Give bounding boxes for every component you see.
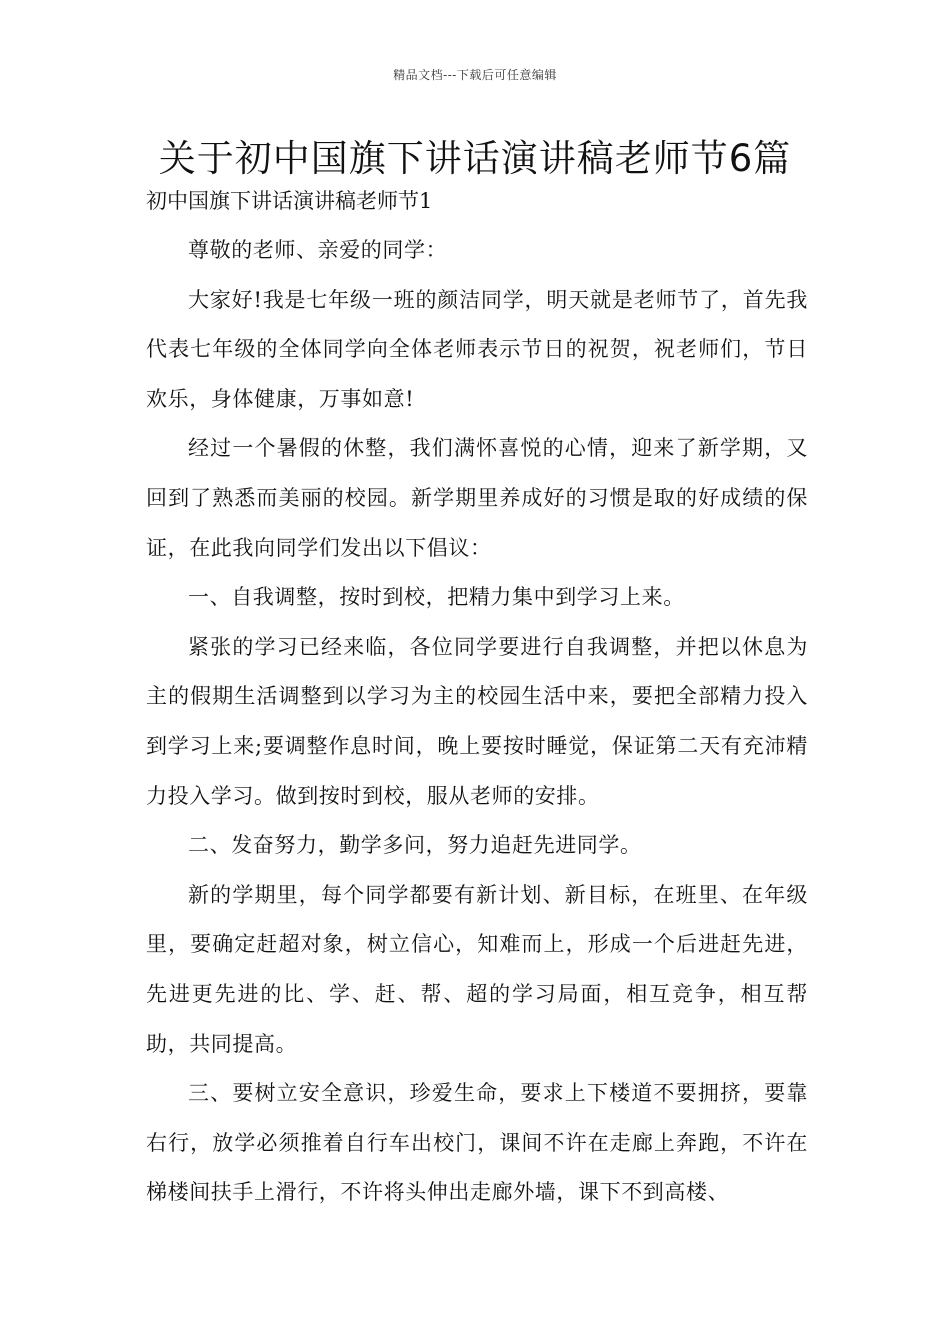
paragraph-point-one: 一、自我调整，按时到校，把精力集中到学习上来。 (188, 585, 685, 610)
paragraph-point-one-detail: 紧张的学习已经来临，各位同学要进行自我调整，并把以休息为主的假期生活调整到以学习为主的校园生活中来，要把全部精力投入到学习上来;要调整作息时间，晚上要按时睡觉，保证第二天有充沛精力投入学习。做到按时到校，服从老师的安排。 (146, 634, 808, 808)
header-note: 精品文档---下载后可任意编辑 (393, 68, 557, 82)
paragraph-greeting: 尊敬的老师、亲爱的同学： (188, 238, 448, 262)
document-title: 关于初中国旗下讲话演讲稿老师节6篇 (158, 137, 792, 180)
paragraph-new-term: 经过一个暑假的休整，我们满怀喜悦的心情，迎来了新学期，又回到了熟悉而美丽的校园。新学期里养成好的习惯是取的好成绩的保证，在此我向同学们发出以下倡议： (146, 436, 808, 560)
section-heading: 初中国旗下讲话演讲稿老师节1 (146, 189, 433, 213)
paragraph-point-three: 三、要树立安全意识，珍爱生命，要求上下楼道不要拥挤，要靠右行，放学必须推着自行车出校门，课间不许在走廊上奔跑，不许在梯楼间扶手上滑行，不许将头伸出走廊外墙，课下不到高楼、 (146, 1081, 808, 1205)
paragraph-point-two: 二、发奋努力，勤学多问，努力追赶先进同学。 (188, 833, 642, 858)
paragraph-intro: 大家好!我是七年级一班的颜洁同学，明天就是老师节了，首先我代表七年级的全体同学向全体老师表示节日的祝贺，祝老师们，节日欢乐，身体健康，万事如意! (146, 287, 808, 411)
paragraph-point-two-detail: 新的学期里，每个同学都要有新计划、新目标，在班里、在年级里，要确定赶超对象，树立信心，知难而上，形成一个后进赶先进，先进更先进的比、学、赶、帮、超的学习局面，相互竞争，相互帮助，共同提高。 (146, 882, 808, 1056)
body-text (146, 226, 808, 1218)
